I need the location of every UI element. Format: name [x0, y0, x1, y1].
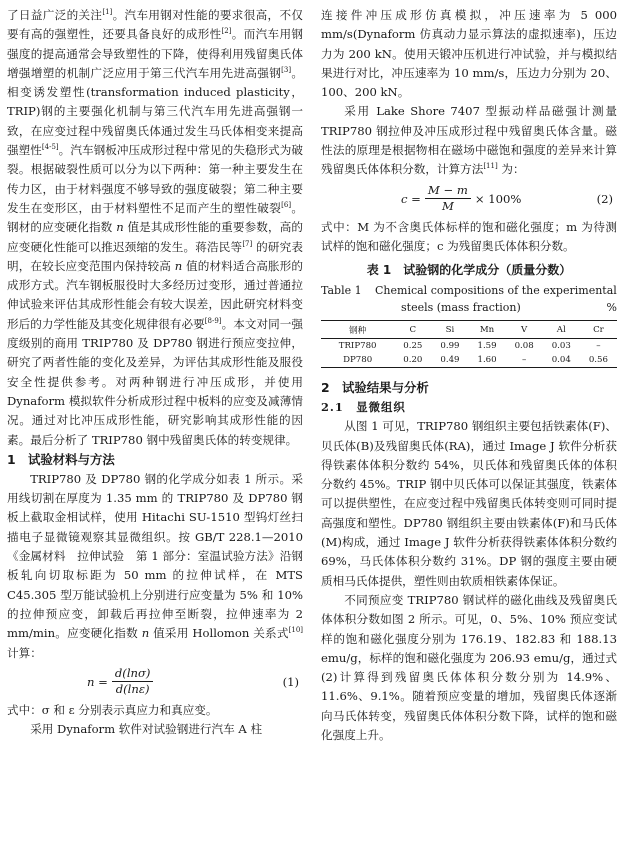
simulation-paragraph-start: 采用 Dynaform 软件对试验钢进行汽车 A 柱 — [30, 722, 263, 737]
table-cell: DP780 — [321, 353, 394, 368]
table-cell: TRIP780 — [338, 341, 377, 352]
table-cell: 0.56 — [580, 353, 617, 368]
table-cell: 0.99 — [440, 341, 460, 352]
composition-table — [321, 320, 617, 368]
citation: [1] — [102, 8, 113, 17]
table-header-cell: Mn — [469, 321, 506, 339]
simulation-paragraph-end: 连接件冲压成形仿真模拟，冲压速率为 5 000 mm/s(Dynaform 仿真动力显示算法的虚拟速率)，压边力为 200 kN。使用天锻冲压机进行冲试验，并与模拟结果进行对比，冲压速率为 10 mm/s，压边力分别为 20、100、200 kN。 — [321, 8, 617, 100]
table-header-cell: V — [506, 321, 543, 339]
table-cell: 1.60 — [469, 353, 506, 368]
table-cell: 0.25 — [403, 341, 423, 352]
citation: [10] — [288, 626, 304, 635]
citation: [2] — [221, 27, 232, 36]
table-1 — [321, 260, 617, 368]
section-heading-2: 2 试验结果与分析 — [321, 380, 429, 396]
equation-fraction: $\frac{d(\ln\sigma)}{d(\ln\varepsilon)}$ — [112, 666, 154, 697]
microstructure-paragraph: 从图 1 可见，TRIP780 钢组织主要包括铁素体(F)、贝氏体(B)及残留奥氏体(RA)，通过 Image J 软件分析获得铁素体体积分数约 54%，贝氏体和残留奥氏体的体积分数约 45%。TRIP 钢中贝氏体可以保证其强度，铁素体可以提供塑性，在应变过程中残留奥氏体转变则可同时提高强度和塑性。DP780 钢组织主要由铁素体(F)和马氏体(M)构成，通过 Image J 软件分析获得铁素体体积分数约 69%，马氏体体积分数约 31%。DP 钢的强度主要由硬质相马氏体提供，塑性则由软质相铁素体保证。 — [321, 419, 617, 588]
citation: [3] — [281, 66, 292, 75]
equation-number: (1) — [282, 674, 299, 689]
table-header-cell: Si — [431, 321, 468, 339]
methods-paragraph: TRIP780 及 DP780 钢的化学成分如表 1 所示。采用线切割在厚度为 1.35 mm 的 TRIP780 及 DP780 钢板上截取金相试样，使用 Hitachi SU-1510 型钨灯丝扫描电子显微镜观察其显微组织。按 GB/T 228.1—2010《金属材料 拉伸试验 第 1 部分：室温试验方法》沿钢板轧向切取标距为 50 mm 的拉伸试样，在 MTS C45.305 型万能试验机上分别进行应变量为 5% 和 10% 的拉伸预应变，卸载后再拉伸至断裂，拉伸速率为 2 mm/min。应变硬化指数 n 值采用 Hollomon 关系式[10] 计算： — [7, 471, 304, 660]
table-header-cell: C — [394, 321, 431, 339]
citation: [11] — [483, 162, 498, 171]
equation-2: c = $\frac{M - m}{M}$ × 100% (2) — [401, 183, 613, 214]
equation-number: (2) — [596, 191, 613, 206]
table-row — [321, 353, 617, 368]
table-header-row — [321, 321, 617, 339]
left-column — [7, 6, 303, 739]
citation: [6] — [281, 201, 292, 210]
equation-1: n = $\frac{d(\ln\sigma)}{d(\ln\varepsilon)}$ (1) — [87, 666, 299, 697]
right-column — [321, 6, 617, 745]
citation: [4-5] — [41, 143, 59, 152]
intro-paragraph: 了日益广泛的关注[1]。汽车用钢对性能的要求很高，不仅要有高的强塑性，还要具备良好的成形性[2]。而汽车用钢强度的提高通常会导致塑性的下降，使得利用残留奥氏体增强增塑的机制广泛应用于第三代汽车用先进高强钢[3]。相变诱发塑性(transformation induced plasticity，TRIP)钢的主要强化机制与第三代汽车用先进高强钢一致，在应变过程中残留奥氏体通过发生马氏体相变来提高强塑性[4-5]。汽车钢板冲压成形过程中常见的失稳形式为破裂。根据破裂性质可以分为以下两种：第一种主要发生在传力区，由于材料强度不够导致的强度破裂；第二种主要发生在变形区，由于材料塑性不足而产生的塑性破裂[6]。钢材的应变硬化指数 n 值是其成形性能的重要参数，高的应变硬化性能可以推迟颈缩的发生。蒋浩民等[7] 的研究表明，在较长应变范围内保持较高 n 值的材料适合高胀形的成形方式。汽车钢板服役时大多经历过变形，通过普通拉伸试验来评估其成形性能会有较大误差，因此研究材料变形后的力学性能及其变化规律很有必要[8-9]。本文对同一强度级别的商用 TRIP780 及 DP780 钢进行预应变拉伸，研究了两者性能的变化及差异，为评估其成形性能及服役安全性提供参考。对两种钢进行冲压成形，并使用 Dynaform 模拟软件分析成形过程中板料的应变及减薄情况。通过对比冲压成形性能，研究影响其成形性能的因素。最后分析了 TRIP780 钢中残留奥氏体的转变规律。 — [7, 8, 304, 447]
section-heading-1: 1 试验材料与方法 — [7, 451, 115, 467]
table-cell: 0.03 — [551, 341, 571, 352]
table-header-cell: 钢种 — [321, 321, 394, 339]
table-row — [321, 339, 617, 354]
table-cell: 0.04 — [543, 353, 580, 368]
table-cell: 1.59 — [477, 341, 497, 352]
table-header-cell: Al — [543, 321, 580, 339]
magnetization-paragraph: 不同预应变 TRIP780 钢试样的磁化曲线及残留奥氏体体积分数如图 2 所示。可见，0、5%、10% 预应变试样的饱和磁化强度分别为 176.19、182.83 和 188.13 emu/g，标样的饱和磁化强度为 206.93 emu/g，通过式(2)计算得到残留奥氏体体积分数分别为 14.9%、11.6%、9.1%。随着预应变量的增加，残留奥氏体逐渐向马氏体转变，残留奥氏体体积分数下降，试样的饱和磁化强度上升。 — [321, 592, 617, 743]
table-cell: 0.49 — [431, 353, 468, 368]
citation: [7] — [242, 239, 253, 248]
table-cell: – — [596, 341, 601, 352]
table-title-en: Table 1 Chemical compositions of the experimental steels (mass fraction) % — [321, 284, 617, 315]
table-cell: – — [506, 353, 543, 368]
table-unit: % — [606, 301, 617, 315]
equation-fraction: $\frac{M - m}{M}$ — [425, 183, 471, 214]
citation: [8-9] — [204, 316, 222, 325]
equation-2-legend: 式中：M 为不含奥氏体标样的饱和磁化强度；m 为待测试样的饱和磁化强度；c 为残留奥氏体体积分数。 — [321, 219, 617, 253]
table-title-cn: 表 1 试验钢的化学成分（质量分数） — [366, 263, 572, 278]
table-cell: 0.20 — [394, 353, 431, 368]
table-header-cell: Cr — [580, 321, 617, 339]
magnetometry-paragraph: 采用 Lake Shore 7407 型振动样品磁强计测量 TRIP780 钢拉伸及冲压成形过程中残留奥氏体含量。磁性法的原理是根据物相在磁场中磁饱和强度的差异来计算残留奥氏体体积分数，计算方法[11] 为： — [321, 104, 617, 177]
subsection-heading-2-1: 2.1 显微组织 — [321, 400, 406, 415]
table-cell: 0.08 — [514, 341, 534, 352]
equation-1-legend: 式中：σ 和 ε 分别表示真应力和真应变。 — [7, 702, 218, 717]
